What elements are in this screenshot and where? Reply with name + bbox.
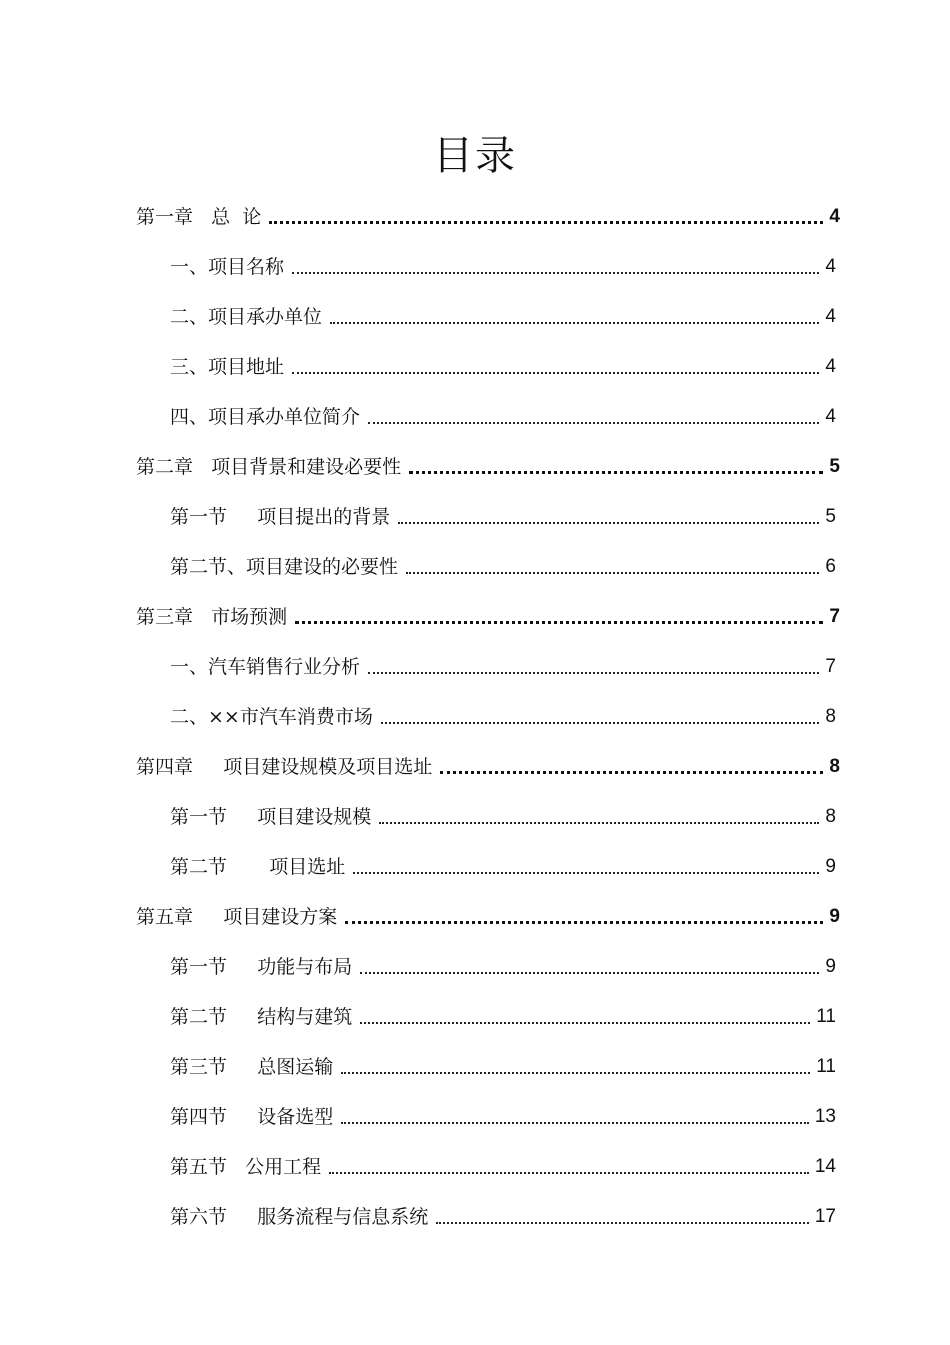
toc-section-entry[interactable] — [170, 550, 836, 580]
toc-section-entry[interactable] — [170, 500, 836, 530]
toc-dot-leader — [381, 722, 820, 724]
toc-section-entry[interactable] — [170, 1100, 836, 1130]
toc-dot-leader — [379, 822, 819, 824]
toc-entry-label: 第四章 项目建设规模及项目选址 — [136, 756, 433, 778]
toc-page-number: 8 — [825, 806, 836, 827]
toc-chapter-entry[interactable] — [136, 750, 840, 780]
toc-section-entry[interactable] — [170, 1150, 836, 1180]
toc-dot-leader — [292, 372, 819, 374]
toc-entry-label: 第二节、项目建设的必要性 — [170, 556, 399, 578]
toc-section-entry[interactable] — [170, 350, 836, 380]
toc-chapter-entry[interactable] — [136, 200, 840, 230]
toc-section-entry[interactable] — [170, 1050, 836, 1080]
toc-entry-label: 三、项目地址 — [170, 356, 285, 378]
toc-entry-label: 第一节 项目提出的背景 — [170, 506, 391, 528]
toc-entry-label: 第一节 功能与布局 — [170, 956, 353, 978]
toc-dot-leader — [368, 422, 819, 424]
toc-page-number: 5 — [829, 456, 840, 477]
toc-page-number: 4 — [825, 256, 836, 277]
toc-dot-leader — [292, 272, 819, 274]
toc-dot-leader — [345, 921, 823, 924]
toc-entry-label: 四、项目承办单位简介 — [170, 406, 361, 428]
toc-chapter-entry[interactable] — [136, 900, 840, 930]
toc-entry-label: 第二节 项目选址 — [170, 856, 346, 878]
toc-chapter-entry[interactable] — [136, 600, 840, 630]
toc-section-entry[interactable] — [170, 300, 836, 330]
toc-entry-label: 第一节 项目建设规模 — [170, 806, 372, 828]
toc-dot-leader — [406, 572, 819, 574]
toc-page-number: 4 — [825, 306, 836, 327]
toc-page-number: 7 — [829, 606, 840, 627]
toc-dot-leader — [436, 1222, 809, 1224]
toc-dot-leader — [409, 471, 823, 474]
toc-page-number: 13 — [814, 1106, 836, 1127]
toc-section-entry[interactable] — [170, 1000, 836, 1030]
toc-entry-label: 第五章 项目建设方案 — [136, 906, 338, 928]
toc-dot-leader — [353, 872, 819, 874]
toc-entry-label: 二、项目承办单位 — [170, 306, 323, 328]
toc-entry-label: 一、汽车销售行业分析 — [170, 656, 361, 678]
toc-dot-leader — [368, 672, 819, 674]
toc-dot-leader — [295, 621, 823, 624]
toc-dot-leader — [398, 522, 819, 524]
toc-dot-leader — [341, 1122, 809, 1124]
toc-page-number: 14 — [814, 1156, 836, 1177]
toc-page-number: 4 — [825, 356, 836, 377]
toc-entry-label: 第三章 市场预测 — [136, 606, 288, 628]
toc-entry-label: 第三节 总图运输 — [170, 1056, 334, 1078]
toc-section-entry[interactable] — [170, 650, 836, 680]
toc-entry-label: 第六节 服务流程与信息系统 — [170, 1206, 429, 1228]
toc-entry-label: 第二章 项目背景和建设必要性 — [136, 456, 402, 478]
toc-dot-leader — [360, 1022, 810, 1024]
toc-entry-label: 二、××市汽车消费市场 — [170, 706, 373, 728]
toc-page-number: 17 — [814, 1206, 836, 1227]
toc-page-number: 4 — [829, 206, 840, 227]
toc-dot-leader — [440, 771, 823, 774]
toc-page-number: 9 — [829, 906, 840, 927]
toc-page-number: 11 — [816, 1006, 836, 1027]
toc-page-number: 9 — [825, 856, 836, 877]
toc-section-entry[interactable] — [170, 700, 836, 730]
toc-dot-leader — [341, 1072, 810, 1074]
toc-entry-label: 第一章 总 论 — [136, 206, 262, 228]
toc-entry-label: 一、项目名称 — [170, 256, 285, 278]
toc-dot-leader — [269, 221, 823, 224]
toc-section-entry[interactable] — [170, 800, 836, 830]
toc-chapter-entry[interactable] — [136, 450, 840, 480]
toc-section-entry[interactable] — [170, 850, 836, 880]
toc-page-number: 9 — [825, 956, 836, 977]
toc-page-number: 8 — [829, 756, 840, 777]
toc-section-entry[interactable] — [170, 250, 836, 280]
toc-page-number: 11 — [816, 1056, 836, 1077]
toc-section-entry[interactable] — [170, 400, 836, 430]
toc-entry-label: 第五节 公用工程 — [170, 1156, 322, 1178]
toc-entry-label: 第二节 结构与建筑 — [170, 1006, 353, 1028]
toc-page-number: 8 — [825, 706, 836, 727]
toc-page-number: 4 — [825, 406, 836, 427]
toc-page-number: 7 — [825, 656, 836, 677]
toc-section-entry[interactable] — [170, 950, 836, 980]
toc-title: 目录 — [433, 133, 517, 179]
toc-page-number: 5 — [825, 506, 836, 527]
toc-dot-leader — [329, 1172, 809, 1174]
toc-dot-leader — [360, 972, 819, 974]
toc-page-number: 6 — [825, 556, 836, 577]
toc-section-entry[interactable] — [170, 1200, 836, 1230]
toc-entry-label: 第四节 设备选型 — [170, 1106, 334, 1128]
toc-dot-leader — [330, 322, 819, 324]
